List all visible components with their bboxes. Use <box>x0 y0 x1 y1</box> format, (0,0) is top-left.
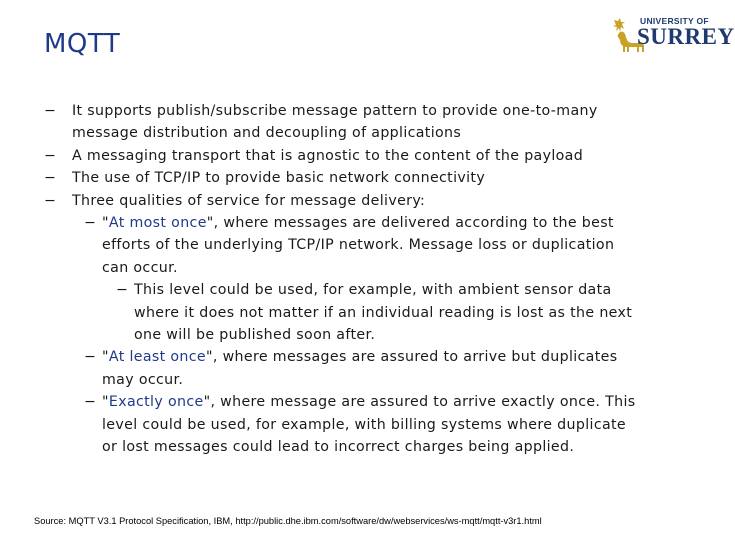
bullet-text: The use of TCP/IP to provide basic network connectivity <box>72 170 486 187</box>
logo-text-surrey: SURREY <box>637 24 735 49</box>
bullet-dash: − <box>116 282 129 299</box>
bullet-dash: − <box>44 103 57 119</box>
sub-bullet-text: This level could be used, for example, with ambient sensor data <box>134 282 612 299</box>
qos-text: level could be used, for example, with billing systems where duplicate <box>102 416 626 433</box>
bullet-text: A messaging transport that is agnostic to the content of the payload <box>72 147 584 164</box>
sub-bullet-text: one will be published soon after. <box>134 327 376 344</box>
qos-text: ", where messages are assured to arrive but duplicates <box>206 349 618 366</box>
bullet-dash: − <box>44 170 57 187</box>
bullet-item <box>0 145 720 167</box>
bullet-item <box>0 167 720 189</box>
logo-text-university-of: UNIVERSITY OF <box>640 16 709 26</box>
sub-bullet-text: where it does not matter if an individual reading is lost as the next <box>134 304 633 321</box>
bullet-dash: − <box>84 349 97 366</box>
qos-text: may occur. <box>102 371 184 388</box>
qos-item-exactly-once <box>0 391 720 458</box>
bullet-text: message distribution and decoupling of applications <box>72 125 462 142</box>
bullet-dash: − <box>44 192 57 209</box>
qos-text: ", where messages are delivered according to the best <box>206 215 614 232</box>
qos-text: efforts of the underlying TCP/IP network. Message loss or duplication <box>102 237 615 254</box>
bullet-dash: − <box>84 215 97 232</box>
qos-item-at-least-once <box>0 346 720 391</box>
qos-name: At most once <box>108 215 207 232</box>
bullet-item <box>0 190 720 212</box>
qos-text: or lost messages could lead to incorrect charges being applied. <box>102 439 575 456</box>
qos-name: At least once <box>108 349 206 366</box>
open-quote: " <box>102 394 109 411</box>
qos-name: Exactly once <box>108 394 204 411</box>
open-quote: " <box>102 349 109 366</box>
bullet-list <box>0 100 720 459</box>
bullet-dash: − <box>84 394 97 411</box>
bullet-text: Three qualities of service for message delivery: <box>72 192 426 209</box>
qos-text: ", where message are assured to arrive exactly once. This <box>203 394 636 411</box>
slide-title: MQTT <box>44 29 121 59</box>
source-citation: Source: MQTT V3.1 Protocol Specification, IBM, http://public.dhe.ibm.com/software/dw/webservices/ws-mqtt/mqtt-v3r1.html <box>34 516 542 526</box>
qos-text: can occur. <box>102 259 178 276</box>
bullet-item <box>0 100 720 145</box>
qos-item-at-most-once <box>0 212 720 279</box>
bullet-text: It supports publish/subscribe message pattern to provide one-to-many <box>72 103 598 119</box>
bullet-dash: − <box>44 147 57 164</box>
sub-bullet-item <box>0 279 720 346</box>
open-quote: " <box>102 215 109 232</box>
